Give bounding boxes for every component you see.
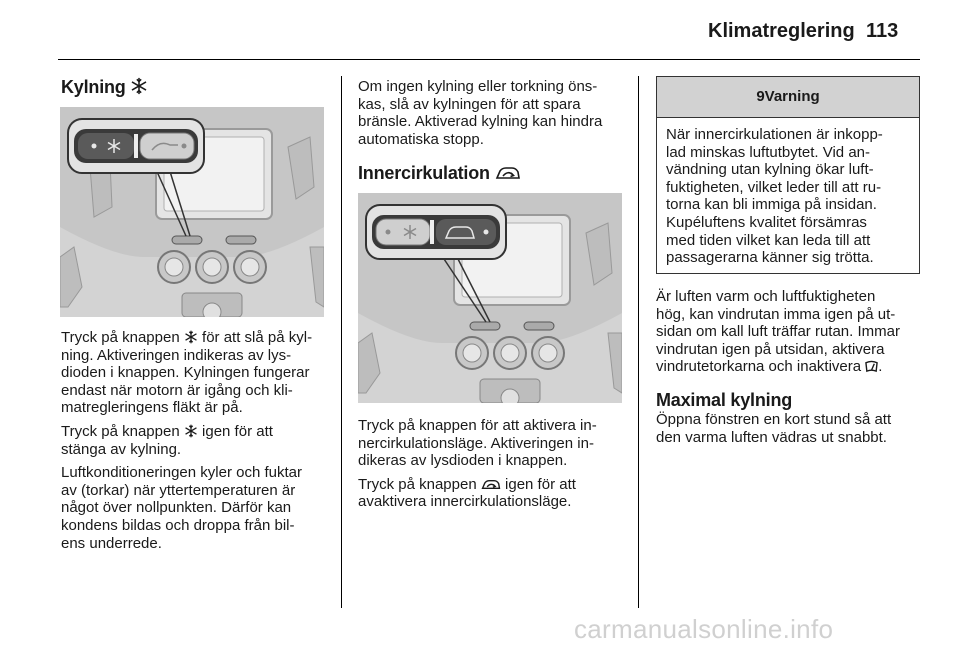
paragraph: Tryck på knappen för att slå på kyl- ning. Aktiveringen indikeras av lys- dioden i knappen. Kylningen fungerar endast när motorn är igång och kli- matregleringens fläkt är på. <box>61 329 313 417</box>
watermark: carmanualsonline.info <box>574 614 834 644</box>
windscreen-wiper-icon <box>865 360 878 373</box>
left-column <box>61 76 331 98</box>
column-divider <box>638 76 639 608</box>
snowflake-icon <box>130 77 148 95</box>
right-heading-block <box>656 389 924 446</box>
recirculation-icon <box>481 478 501 491</box>
middle-text <box>358 417 630 511</box>
paragraph: Tryck på knappen för att aktivera in- nercirkulationsläge. Aktiveringen in- dikeras av lysdioden i knappen. <box>358 417 597 470</box>
section-heading-recirculation: Innercirkulation <box>358 162 630 184</box>
paragraph: Är luften varm och luftfuktigheten hög, kan vindrutan imma igen på ut- sidan om kall luft träffar rutan. Immar vindrutan igen på utsidan, aktivera vindrutetorkarna och inaktivera . <box>656 288 900 376</box>
snowflake-icon <box>184 330 198 344</box>
warning-title: Varning <box>764 88 820 105</box>
left-text <box>61 329 333 552</box>
header-rule <box>58 59 920 60</box>
recirculation-button-illustration <box>358 193 622 403</box>
warning-box <box>656 76 920 274</box>
recirculation-icon <box>495 165 521 181</box>
page-title: Klimatreglering <box>708 20 855 42</box>
cooling-button-illustration <box>60 107 324 317</box>
right-text <box>656 288 924 376</box>
section-heading-cooling: Kylning <box>61 76 331 98</box>
warning-symbol: 9 <box>756 88 765 105</box>
warning-text: När innercirkulationen är inkopp- lad minskas luftutbytet. Vid an- vändning utan kylning ökar luft- fuktigheten, vilket leder till att ru- torna kan bli immiga på insidan. Kupéluftens kvalitet försämras med tiden vilket kan leda till att passagerarna känner sig trötta. <box>666 126 883 267</box>
paragraph: Tryck på knappen igen för att stänga av kylning. <box>61 422 273 458</box>
paragraph: Luftkonditioneringen kyler och fuktar av (torkar) när yttertemperaturen är något över nollpunkten. Därför kan kondens bildas och droppa från bil- ens underrede. <box>61 464 302 552</box>
column-divider <box>341 76 342 608</box>
warning-header <box>657 77 919 118</box>
snowflake-icon <box>184 424 198 438</box>
section-heading-max-cooling: Maximal kylning <box>656 390 793 410</box>
paragraph: Tryck på knappen igen för att avaktivera innercirkulationsläge. <box>358 475 576 511</box>
paragraph: Öppna fönstren en kort stund så att den varma luften vädras ut snabbt. <box>656 411 892 446</box>
middle-intro <box>358 78 630 148</box>
page-number: 113 <box>866 20 899 42</box>
middle-heading-block <box>358 162 630 184</box>
paragraph: Om ingen kylning eller torkning öns- kas, slå av kylningen för att spara bränsle. Aktiverad kylning kan hindra automatiska stopp. <box>358 78 603 148</box>
